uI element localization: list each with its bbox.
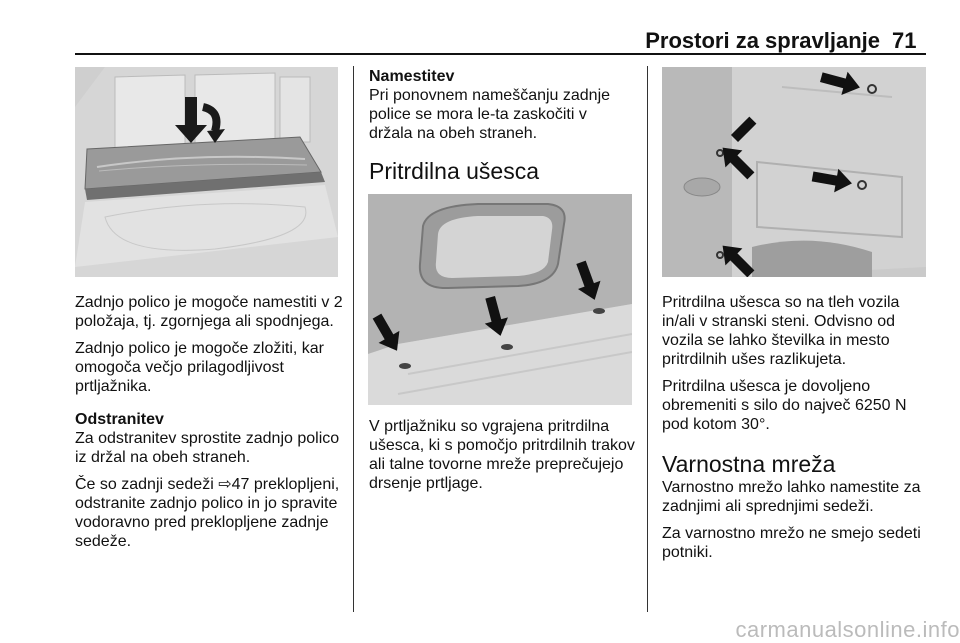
column-divider bbox=[353, 66, 354, 612]
lashing-eyes-load-paragraph: Pritrdilna ušesca je dovoljeno obremeniti s silo do največ 6250 N pod kotom 30°. bbox=[662, 378, 907, 433]
folded-text-pre: Če so zadnji sedeži bbox=[75, 476, 219, 493]
rear-shelf-figure bbox=[75, 67, 338, 277]
column-2-caption bbox=[369, 417, 637, 501]
removal-heading: Odstranitev bbox=[75, 411, 164, 428]
safety-net-install-paragraph: Varnostno mrežo lahko namestite za zadnjimi ali sprednjimi sedeži. bbox=[662, 479, 921, 515]
page-number: 71 bbox=[892, 28, 917, 53]
folded-seats-paragraph bbox=[75, 475, 343, 551]
page-reference-arrow-icon[interactable]: ⇨ bbox=[218, 476, 232, 493]
column-divider bbox=[647, 66, 648, 612]
column-2-text bbox=[369, 67, 634, 185]
lashing-eyes-wall-figure bbox=[662, 67, 926, 277]
header-title: Prostori za spravljanje bbox=[645, 28, 880, 53]
lashing-eyes-floor-figure bbox=[368, 194, 632, 405]
lashing-eyes-location-paragraph: Pritrdilna ušesca so na tleh vozila in/ali v stranski steni. Odvisno od vozila se lahko številka in mesto pritrdilnih ušes razlikujeta. bbox=[662, 294, 900, 368]
lashing-eyes-caption: V prtljažniku so vgrajena pritrdilna ušesca, ki s pomočjo pritrdilnih trakov ali talne tovorne mreže preprečujejo drsenje prtljage. bbox=[369, 418, 635, 492]
page-reference-link[interactable]: 47 bbox=[231, 476, 250, 493]
install-paragraph: Pri ponovnem nameščanju zadnje police se mora le-ta zaskočiti v držala na obeh straneh. bbox=[369, 87, 611, 142]
install-heading: Namestitev bbox=[369, 68, 455, 85]
shelf-position-paragraph: Zadnjo polico je mogoče namestiti v 2 položaja, tj. zgornjega ali spodnjega. bbox=[75, 294, 343, 330]
folded-text-post: preklopljeni, odstranite zadnjo polico in jo spravite vodoravno pred preklopljene zadnje sedeže. bbox=[75, 476, 340, 550]
column-1-text bbox=[75, 293, 343, 559]
shelf-fold-paragraph: Zadnjo polico je mogoče zložiti, kar omogoča večjo prilagodljivost prtljažnika. bbox=[75, 340, 325, 395]
removal-paragraph: Za odstranitev sprostite zadnjo polico iz držal na obeh straneh. bbox=[75, 430, 340, 466]
safety-net-warning-paragraph: Za varnostno mrežo ne smejo sedeti potniki. bbox=[662, 525, 921, 561]
watermark: carmanualsonline.info bbox=[735, 617, 960, 642]
safety-net-title: Varnostna mreža bbox=[662, 451, 836, 477]
column-3-text bbox=[662, 293, 930, 570]
header-rule bbox=[75, 53, 926, 55]
lashing-eyes-title: Pritrdilna ušesca bbox=[369, 158, 540, 184]
